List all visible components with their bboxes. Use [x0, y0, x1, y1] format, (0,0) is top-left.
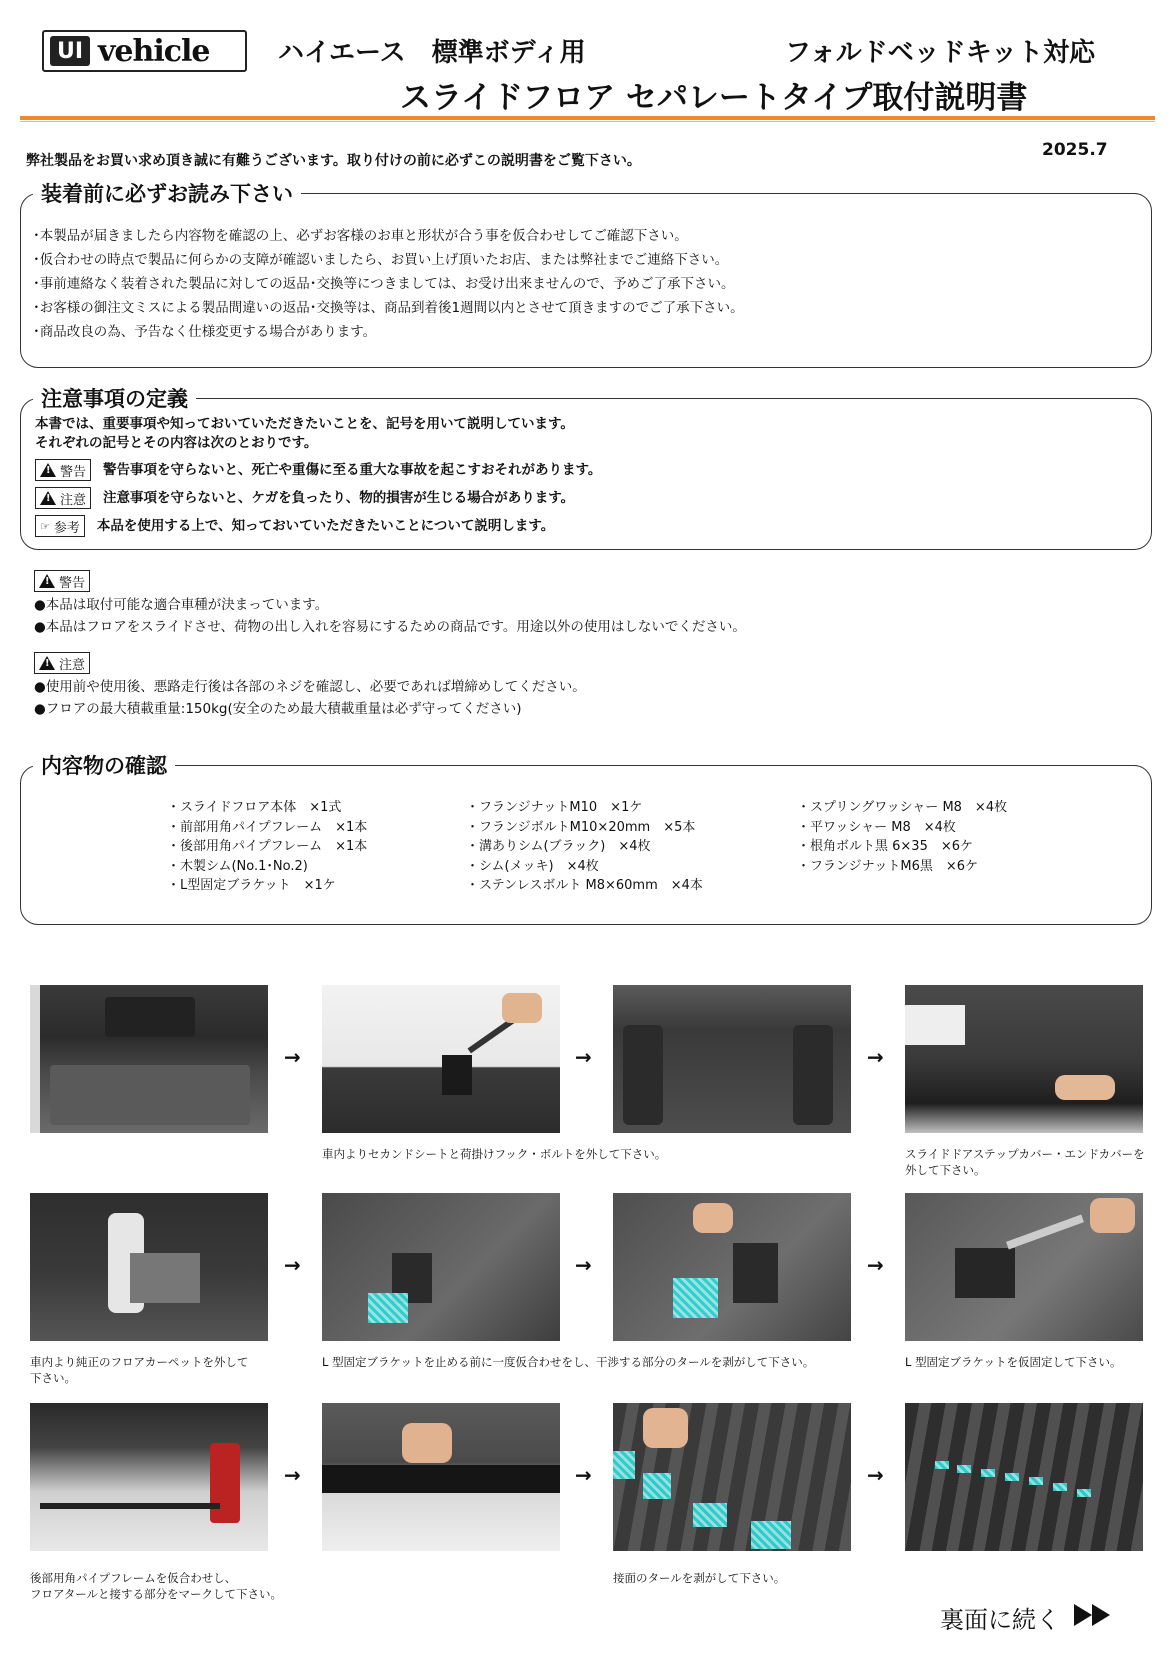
intro-text: 弊社製品をお買い求め頂き誠に有難うございます。取り付けの前に必ずこの説明書をご覧下さい。 [26, 153, 641, 169]
reference-tag [35, 515, 85, 537]
kit-compat-title: フォルドベッドキット対応 [785, 38, 1096, 68]
step-arrow: → [575, 1045, 592, 1069]
part-item: ・フランジボルトM10×20mm ×5本 [466, 819, 696, 835]
definitions-title: 注意事項の定義 [33, 383, 196, 413]
definitions-intro [35, 415, 574, 453]
caption-line: 外して下さい。 [905, 1163, 986, 1177]
photo-tar-removed [905, 1403, 1143, 1551]
step-arrow: → [575, 1463, 592, 1487]
part-item: ・前部用角パイプフレーム ×1本 [167, 819, 368, 835]
hand-pointer-icon: ☞ [40, 519, 50, 533]
tag-label: 注意 [60, 492, 87, 508]
header-rule [20, 116, 1155, 120]
part-item: ・シム(メッキ) ×4枚 [466, 858, 599, 874]
parts-column-1 [167, 798, 367, 896]
vehicle-title: ハイエース 標準ボディ用 [278, 38, 586, 68]
caption-line: 下さい。 [30, 1371, 76, 1385]
part-item: ・フランジナットM6黒 ×6ケ [797, 858, 979, 874]
caution-line: ●フロアの最大積載重量:150kg(安全のため最大積載重量は必ず守ってください) [34, 701, 522, 717]
caution-tag [35, 487, 91, 509]
step-arrow: → [284, 1045, 301, 1069]
warning-line: ●本品はフロアをスライドさせ、荷物の出し入れを容易にするための商品です。用途以外の使用はしないでください。 [34, 619, 746, 635]
step-arrow: → [867, 1253, 884, 1277]
photo-peel-tar [613, 1193, 851, 1341]
step-arrow: → [867, 1463, 884, 1487]
caption-step-5: L 型固定ブラケットを仮固定して下さい。 [905, 1355, 1122, 1369]
logo-mark: UI [50, 36, 90, 66]
photo-cargo-floor [613, 985, 851, 1133]
part-item: ・溝ありシム(ブラック) ×4枚 [466, 839, 651, 854]
photo-remove-carpet [30, 1193, 268, 1341]
definition-text: 警告事項を守らないと、死亡や重傷に至る重大な事故を起こすおそれがあります。 [103, 462, 602, 478]
read-first-box [20, 182, 1152, 368]
part-item: ・フランジナットM10 ×1ケ [466, 800, 643, 815]
caution-triangle-icon [39, 656, 55, 670]
definitions-intro-line: 本書では、重要事項や知っておいていただきたいことを、記号を用いて説明しています。 [35, 416, 574, 432]
double-arrow-icon [1074, 1604, 1110, 1632]
read-first-title: 装着前に必ずお読み下さい [33, 178, 301, 208]
caption-step-2 [905, 1146, 1145, 1178]
part-item: ・根角ボルト黒 6×35 ×6ケ [797, 839, 974, 854]
definition-row-caution [35, 484, 601, 512]
warning-section [34, 570, 746, 638]
caption-step-3 [30, 1354, 248, 1386]
step-arrow: → [575, 1253, 592, 1277]
caption-line: 後部用角パイプフレームを仮合わせし、 [30, 1571, 237, 1585]
photo-bracket-fixed [905, 1193, 1143, 1341]
definition-text: 本品を使用する上で、知っておいていただきたいことについて説明します。 [96, 518, 555, 534]
photo-cargo-area-seat [30, 985, 268, 1133]
caption-line: 車内より純正のフロアカーペットを外して [30, 1355, 249, 1369]
definition-row-warning [35, 456, 601, 484]
continue-label: 裏面に続く [940, 1606, 1060, 1634]
step-arrow: → [284, 1253, 301, 1277]
list-item: ･お客様の御注文ミスによる製品間違いの返品･交換等は、商品到着後1週間以内とさせて頂きますのでご了承下さい。 [33, 300, 744, 316]
part-item: ・平ワッシャー M8 ×4枚 [797, 819, 956, 835]
warning-tag [34, 570, 90, 592]
caption-step-6 [30, 1570, 282, 1602]
definition-row-reference [35, 512, 601, 540]
continued-on-back [940, 1600, 1110, 1635]
part-item: ・ステンレスボルト M8×60mm ×4本 [466, 878, 703, 893]
main-title: スライドフロア セパレートタイプ取付説明書 [400, 80, 1028, 116]
read-first-list [33, 224, 744, 344]
photo-bracket-test-fit [322, 1193, 560, 1341]
caption-step-7: 接面のタールを剥がして下さい。 [613, 1571, 786, 1585]
warning-triangle-icon [40, 463, 56, 477]
photo-rear-frame-fit [30, 1403, 268, 1551]
part-item: ・スライドフロア本体 ×1式 [167, 800, 342, 815]
warning-tag [35, 459, 91, 481]
parts-column-3 [797, 798, 1007, 876]
warning-line: ●本品は取付可能な適合車種が決まっています。 [34, 597, 329, 613]
photo-step-cover [905, 985, 1143, 1133]
brand-logo [42, 30, 247, 72]
tag-label: 警告 [60, 464, 87, 480]
caption-line: スライドドアステップカバー・エンドカバーを [905, 1147, 1145, 1161]
list-item: ･事前連絡なく装着された製品に対しての返品･交換等につきましては、お受け出来ませんので、予めご了承下さい。 [33, 276, 735, 292]
caution-triangle-icon [40, 491, 56, 505]
part-item: ・L型固定ブラケット ×1ケ [167, 878, 336, 893]
logo-wordmark: vehicle [98, 33, 210, 69]
photo-remove-hook-bolt [322, 985, 560, 1133]
warning-triangle-icon [39, 574, 55, 588]
parts-column-2 [466, 798, 703, 896]
caution-section [34, 652, 586, 720]
part-item: ・木製シム(No.1･No.2) [167, 858, 308, 874]
list-item: ･本製品が届きましたら内容物を確認の上、必ずお客様のお車と形状が合う事を仮合わせしてご確認下さい。 [33, 228, 688, 244]
definitions-rows [35, 456, 601, 540]
definition-text: 注意事項を守らないと、ケガを負ったり、物的損害が生じる場合があります。 [103, 490, 575, 506]
step-arrow: → [284, 1463, 301, 1487]
tag-label: 注意 [59, 657, 86, 673]
caption-line: フロアタールと接する部分をマークして下さい。 [30, 1587, 282, 1601]
list-item: ･商品改良の為、予告なく仕様変更する場合があります。 [33, 324, 377, 340]
step-arrow: → [867, 1045, 884, 1069]
contents-title: 内容物の確認 [33, 750, 175, 780]
list-item: ･仮合わせの時点で製品に何らかの支障が確認いましたら、お買い上げ頂いたお店、または弊社までご連絡下さい。 [33, 252, 729, 268]
contents-box [20, 754, 1152, 925]
caption-step-4: L 型固定ブラケットを止める前に一度仮合わせをし、干渉する部分のタールを剥がして下さい。 [322, 1355, 815, 1369]
doc-date: 2025.7 [1042, 140, 1108, 160]
tag-label: 警告 [59, 575, 86, 591]
tag-label: 参考 [53, 520, 80, 536]
caption-step-1: 車内よりセカンドシートと荷掛けフック・ボルトを外して下さい。 [322, 1147, 667, 1161]
part-item: ・後部用角パイプフレーム ×1本 [167, 839, 368, 854]
header-rule-thin [20, 121, 1155, 122]
part-item: ・スプリングワッシャー M8 ×4枚 [797, 800, 1008, 815]
photo-mark-frame [322, 1403, 560, 1551]
definitions-intro-line: それぞれの記号とその内容は次のとおりです。 [35, 435, 318, 451]
caution-line: ●使用前や使用後、悪路走行後は各部のネジを確認し、必要であれば増締めしてください。 [34, 679, 586, 695]
caution-tag [34, 652, 90, 674]
definitions-box [20, 387, 1152, 550]
photo-peel-contact-tar [613, 1403, 851, 1551]
